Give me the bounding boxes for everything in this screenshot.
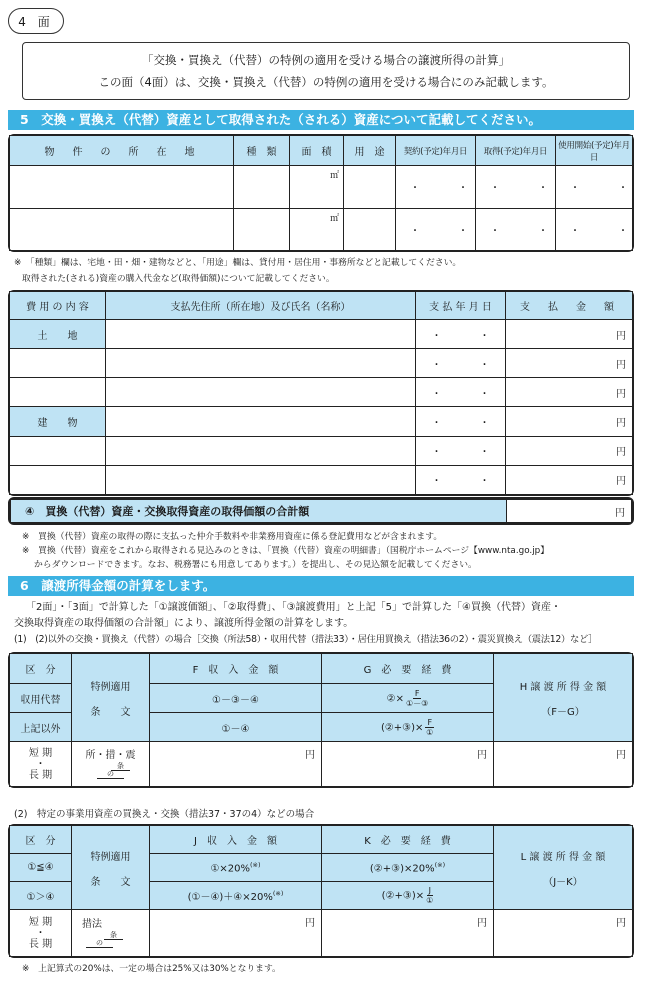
payee-input[interactable] [106,465,416,494]
acquire-date-input[interactable]: ・ ・ [476,208,556,251]
header-start-date: 使用開始(予定)年月日 [556,136,633,166]
term-short: 短 期 [28,747,53,759]
yen-unit: 円 [305,918,315,929]
pay-amount-input[interactable] [506,436,633,465]
total-label: ④ 買換（代替）資産・交換取得資産の取得価額の合計額 [11,500,507,523]
j2-text: (①－④)＋④×20% [187,892,273,903]
law-jo: 条 [111,762,130,771]
note-cost-includes: ※ 買換（代替）資産の取得の際に支払った仲介手数料や非業務用資産に係る登記費用などが含まれます。 [22,532,443,542]
pay-date-input[interactable]: ・ ・ [416,407,506,436]
type-input[interactable] [234,208,290,251]
start-date-input[interactable]: ・ ・ [556,166,633,209]
type-input[interactable] [234,166,290,209]
acquire-date-input[interactable]: ・ ・ [476,166,556,209]
l-header-label: L 譲 渡 所 得 金 額 [520,851,606,863]
yen-unit: 円 [616,359,626,371]
intro-box [22,42,630,100]
term-long: 長 期 [28,938,53,950]
law-article-input[interactable] [72,742,150,787]
law-no: の [97,770,124,779]
cost-label-input[interactable] [10,465,106,494]
header-cost-content: 費 用 の 内 容 [10,292,106,320]
location-input[interactable] [10,208,234,251]
yen-unit: 円 [616,418,626,430]
section5-title: 5 交換・買換え（代替）資産として取得された（される）資産について記載してください。 [8,110,634,130]
k2-denominator: ① [426,896,434,905]
pay-amount-input[interactable] [506,407,633,436]
j-header: J 収 入 金 額 [150,826,322,854]
pay-amount-input[interactable] [506,349,633,378]
header-contract-date: 契約(予定)年月日 [396,136,476,166]
kubun-header: 区 分 [10,826,72,854]
footnote-mark: (※) [250,860,261,869]
m2-unit: ㎡ [329,171,339,181]
intro-title: 「交換・買換え（代替）の特例の適用を受ける場合の譲渡所得の計算」 [142,53,510,67]
payee-input[interactable] [106,349,416,378]
cost-table [8,290,634,496]
f-formula-2: ①－④ [150,713,322,742]
header-pay-amount: 支 払 金 額 [506,292,633,320]
yen-unit: 円 [616,476,626,488]
pay-date-input[interactable]: ・ ・ [416,349,506,378]
footnote-mark: (※) [434,860,446,869]
yen-unit: 円 [616,388,626,400]
h-header-label: H 譲 渡 所 得 金 額 [519,681,607,693]
h-header [494,654,633,742]
g-header: G 必 要 経 費 [322,654,494,684]
term-dot: ・ [35,758,46,770]
payee-input[interactable] [106,320,416,349]
yen-unit: 円 [616,918,626,929]
g1-numerator: F [414,688,420,698]
yen-unit: 円 [305,750,315,761]
m2-unit: ㎡ [329,213,339,224]
footnote-rate: ※ 上記算式の20%は、一定の場合は25%又は30%となります。 [22,964,281,974]
term-selector[interactable] [10,742,72,787]
h-formula: （F－G） [541,706,585,718]
area-input[interactable] [290,166,344,209]
j1-text: ①×20% [210,863,251,875]
header-payee: 支払先住所（所在地）及び氏名（名称） [106,292,416,320]
l-header [494,826,633,910]
calc-table-1 [8,652,634,788]
property-table [8,134,642,252]
g2-denominator: ① [426,727,434,737]
header-area: 面 積 [290,136,344,166]
note-estimate: ※ 買換（代替）資産をこれから取得される見込みのときは、「買換（代替）資産の明細書」（国税庁ホームページ【www.nta.go.jp】 [22,546,550,556]
cost-label-input[interactable] [10,349,106,378]
k-formula-2 [322,882,494,910]
note-type-use: ※ 「種類」欄は、宅地・田・畑・建物などと、「用途」欄は、貸付用・居住用・事務所などと記載してください。 [14,258,462,268]
yen-unit: 円 [616,330,626,342]
tokurei-header [72,826,150,910]
term-dot: ・ [35,927,46,939]
l-amount-input[interactable] [494,910,633,957]
g1-prefix: ②× [386,693,404,704]
term-long: 長 期 [28,769,53,781]
total-row [8,497,634,525]
joubun-label: 条 文 [90,706,131,718]
section6-title: 6 譲渡所得金額の計算をします。 [8,576,634,596]
use-input[interactable] [344,166,396,209]
g-formula-1 [322,684,494,713]
k2-prefix: (②+③)× [381,890,425,902]
row-label-expropriation: 収用代替 [10,684,72,713]
yen-unit: 円 [616,447,626,459]
pay-amount-input[interactable] [506,378,633,407]
l-formula: （J－K） [543,876,583,888]
k-header: K 必 要 経 費 [322,826,494,854]
k2-numerator: J [428,886,431,895]
yen-unit: 円 [477,918,487,929]
joubun-label: 条 文 [90,876,131,888]
term-selector[interactable] [10,910,72,957]
cost-label-input[interactable] [10,378,106,407]
j-amount-input[interactable] [150,910,322,957]
header-location: 物 件 の 所 在 地 [10,136,234,166]
row-label-other: 上記以外 [10,713,72,742]
law-jo: 条 [104,931,123,940]
pay-date-input[interactable]: ・ ・ [416,436,506,465]
tokurei-label: 特例適用 [90,851,131,863]
start-date-input[interactable]: ・ ・ [556,208,633,251]
g2-numerator: F [427,717,433,727]
subsection1-title: (1) (2)以外の交換・買換え（代替）の場合［交換（所法58）・収用代替（措法33）・居住用買換え（措法36の2）・震災買換え（震法12）など］ [14,634,598,645]
h-amount-input[interactable] [494,742,633,787]
cost-label-land: 土 地 [10,320,106,349]
use-input[interactable] [344,208,396,251]
pay-date-input[interactable]: ・ ・ [416,320,506,349]
cost-label-building: 建 物 [10,407,106,436]
tokurei-label: 特例適用 [90,681,131,693]
header-type: 種 類 [234,136,290,166]
k-formula-1 [322,854,494,882]
subsection2-title: (2) 特定の事業用資産の買換え・交換（措法37・37の4）などの場合 [14,809,315,820]
yen-unit: 円 [615,507,625,519]
law-no: の [86,939,113,948]
header-pay-date: 支 払 年 月 日 [416,292,506,320]
header-acquire-date: 取得(予定)年月日 [476,136,556,166]
f-formula-1: ①－③－④ [150,684,322,713]
payee-input[interactable] [106,378,416,407]
page-number-label: 4 面 [8,8,64,34]
row-label-le: ①≦④ [10,854,72,882]
k-amount-input[interactable] [322,910,494,957]
note-download: からダウンロードできます。なお、税務署にも用意してあります。）を提出し、その見込額を記載してください。 [34,560,477,570]
law-label: 所・措・震 [85,750,136,761]
pay-date-input[interactable]: ・ ・ [416,378,506,407]
header-use: 用 途 [344,136,396,166]
kubun-header: 区 分 [10,654,72,684]
g-formula-2 [322,713,494,742]
j-formula-1 [150,854,322,882]
note-purchase-cost: 取得された(される)資産の購入代金など(取得価額)について記載してください。 [22,274,335,284]
area-input[interactable] [290,208,344,251]
tokurei-header [72,654,150,742]
law-article-input[interactable] [72,910,150,957]
yen-unit: 円 [616,750,626,761]
pay-amount-input[interactable] [506,465,633,494]
footnote-mark: (※) [272,889,284,898]
section6-desc-line2: 交換取得資産の取得価額の合計額」により、譲渡所得金額の計算をします。 [14,618,354,629]
j-formula-2 [150,882,322,910]
g1-denominator: ①－③ [406,698,429,708]
pay-amount-input[interactable] [506,320,633,349]
law-label: 措法 [82,919,102,930]
cost-label-input[interactable] [10,436,106,465]
location-input[interactable] [10,166,234,209]
g-amount-input[interactable] [322,742,494,787]
f-header: F 収 入 金 額 [150,654,322,684]
contract-date-input[interactable]: ・ ・ [396,166,476,209]
row-label-gt: ①＞④ [10,882,72,910]
yen-unit: 円 [477,750,487,761]
g2-prefix: (②+③)× [380,722,424,733]
section6-desc-line1: 「2面」・「3面」で計算した「①譲渡価額」、「②取得費」、「③譲渡費用」と上記「5」で計算した「④買換（代替）資産・ [26,602,561,613]
intro-subtitle: この面（4面）は、交換・買換え（代替）の特例の適用を受ける場合にのみ記載します。 [98,75,554,89]
f-amount-input[interactable] [150,742,322,787]
term-short: 短 期 [28,916,53,928]
total-amount-input[interactable] [507,500,632,523]
payee-input[interactable] [106,436,416,465]
contract-date-input[interactable]: ・ ・ [396,208,476,251]
pay-date-input[interactable]: ・ ・ [416,465,506,494]
calc-table-2 [8,824,634,958]
payee-input[interactable] [106,407,416,436]
k1-text: (②+③)×20% [369,863,435,875]
